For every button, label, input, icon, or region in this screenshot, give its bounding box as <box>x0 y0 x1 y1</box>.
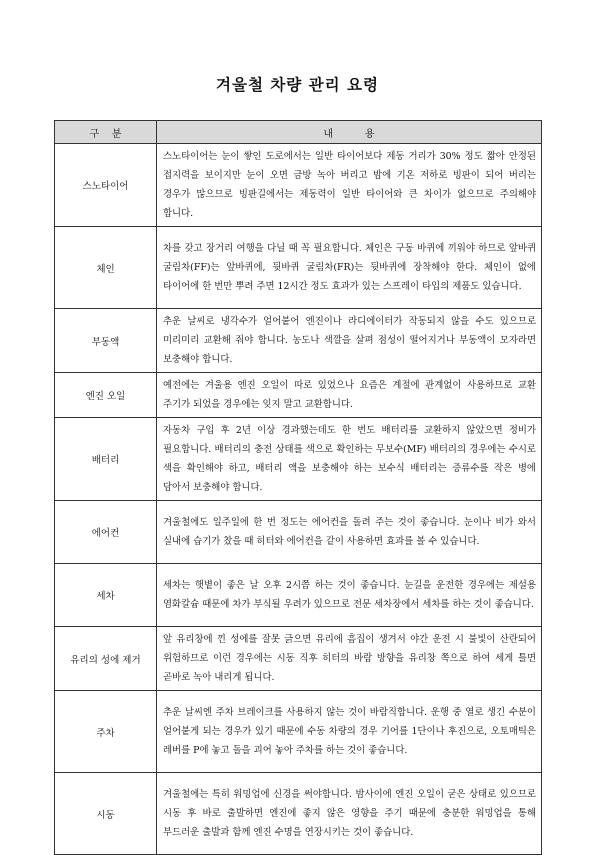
car-care-table <box>54 120 542 855</box>
row-category: 체인 <box>55 227 157 309</box>
table-row <box>55 627 542 691</box>
row-content: 자동차 구입 후 2년 이상 경과했는데도 한 번도 배터리를 교환하지 않았으면 정비가 필요합니다. 배터리의 충전 상태를 색으로 확인하는 무보수(MF) 배터리의 경우에는 수시로 색을 확인해야 하고, 배터리 액을 보충해야 하는 보수식 배터리는 증류수를 작은 병에 담아서 보충해야 합니다. <box>157 418 542 501</box>
row-category: 부동액 <box>55 309 157 373</box>
row-content: 세차는 햇볕이 좋은 날 오후 2시쯤 하는 것이 좋습니다. 눈길을 운전한 경우에는 제설용 염화칼슘 때문에 차가 부식될 우려가 있으므로 전문 세차장에서 세차를 하는 것이 좋습니다. <box>157 564 542 627</box>
row-content: 스노타이어는 눈이 쌓인 도로에서는 일반 타이어보다 제동 거리가 30% 정도 짧아 안정된 접지력을 보이지만 눈이 오면 금방 녹아 버리고 밤에 기온 저하로 빙판이 되어 버리는 경우가 많으므로 빙판길에서는 제동력이 일반 타이어와 큰 차이가 없으므로 주의해야 합니다. <box>157 144 542 227</box>
table-header-row <box>55 121 542 144</box>
row-category: 시동 <box>55 773 157 855</box>
row-content: 예전에는 겨울용 엔진 오일이 따로 있었으나 요즘은 계절에 관계없이 사용하므로 교환 주기가 되었을 경우에는 잊지 말고 교환합니다. <box>157 373 542 418</box>
table-row <box>55 501 542 564</box>
row-content: 추운 날씨로 냉각수가 얼어붙어 엔진이나 라디에이터가 작동되지 않을 수도 있으므로 미리미리 교환해 줘야 합니다. 농도나 색깔을 살펴 점성이 떨어지거나 부동액이 모자라면 보충해야 합니다. <box>157 309 542 373</box>
header-content: 내 용 <box>157 121 542 144</box>
document-title: 겨울철 차량 관리 요령 <box>216 76 379 94</box>
table-row <box>55 418 542 501</box>
table-row <box>55 691 542 773</box>
row-content: 추운 날씨엔 주차 브레이크를 사용하지 않는 것이 바람직합니다. 운행 중 열로 생긴 수분이 얼어붙게 되는 경우가 있기 때문에 수동 차량의 경우 기어를 1단이나 후진으로, 오토매틱은 레버를 P에 놓고 돌을 괴어 놓아 주차를 하는 것이 좋습니다. <box>157 691 542 773</box>
row-category: 스노타이어 <box>55 144 157 227</box>
table-row <box>55 227 542 309</box>
header-category: 구 분 <box>55 121 157 144</box>
row-category: 엔진 오일 <box>55 373 157 418</box>
row-category: 에어컨 <box>55 501 157 564</box>
row-content: 앞 유리창에 낀 성에를 잘못 긁으면 유리에 흠집이 생겨서 야간 운전 시 불빛이 산란되어 위험하므로 이런 경우에는 시동 직후 히터의 바람 방향을 유리창 쪽으로 하여 세게 틀면 곧바로 녹아 내리게 됩니다. <box>157 627 542 691</box>
table-row <box>55 373 542 418</box>
row-content: 겨울철에도 일주일에 한 번 정도는 에어컨을 돌려 주는 것이 좋습니다. 눈이나 비가 와서 실내에 습기가 찼을 때 히터와 에어컨을 같이 사용하면 효과를 볼 수 있습니다. <box>157 501 542 564</box>
table-row <box>55 144 542 227</box>
row-content: 겨울철에는 특히 워밍업에 신경을 써야합니다. 밤사이에 엔진 오일이 굳은 상태로 있으므로 시동 후 바로 출발하면 엔진에 좋지 않은 영향을 주기 때문에 충분한 워밍업을 통해 부드러운 출발과 함께 엔진 수명을 연장시키는 것이 좋습니다. <box>157 773 542 855</box>
row-category: 주차 <box>55 691 157 773</box>
row-category: 유리의 성에 제거 <box>55 627 157 691</box>
table-row <box>55 309 542 373</box>
table-row <box>55 564 542 627</box>
row-content: 차를 갖고 장거리 여행을 다닐 때 꼭 필요합니다. 체인은 구동 바퀴에 끼워야 하므로 앞바퀴 굴림차(FF)는 앞바퀴에, 뒷바퀴 굴림차(FR)는 뒷바퀴에 장착해야 한다. 체인이 없에 타이어에 한 번만 뿌려 주면 12시간 정도 효과가 있는 스프레이 타입의 제품도 있습니다. <box>157 227 542 309</box>
row-category: 세차 <box>55 564 157 627</box>
table-row <box>55 773 542 855</box>
row-category: 배터리 <box>55 418 157 501</box>
